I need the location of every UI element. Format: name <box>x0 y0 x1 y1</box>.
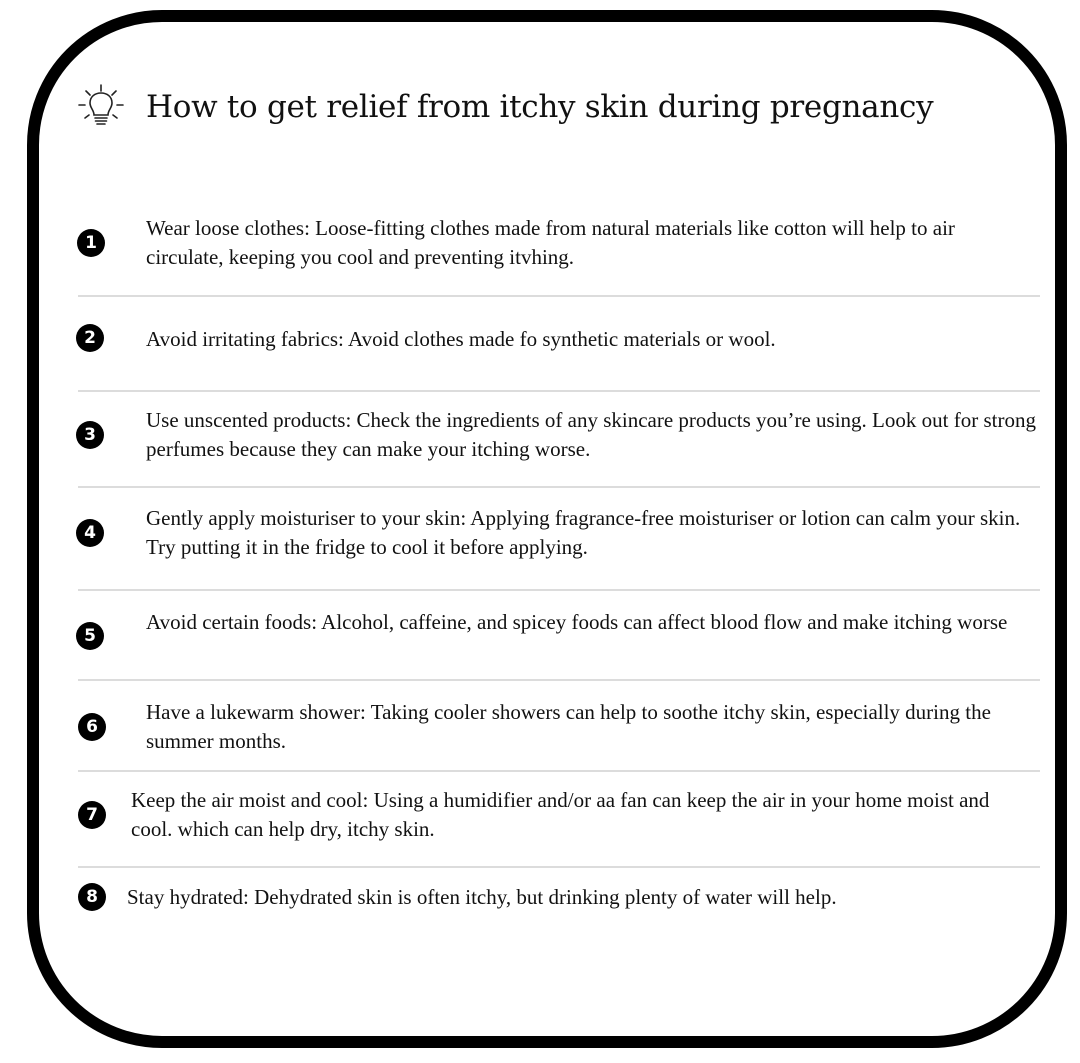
item-text-4: Gently apply moisturiser to your skin: Applying fragrance-free moisturiser or lotion can calm your skin. Try putting it in the fridge to cool it before applying. <box>146 506 1021 559</box>
item-text-3: Use unscented products: Check the ingredients of any skincare products you’re using. Look out for strong perfumes because they can make your itching worse. <box>146 408 1036 461</box>
divider <box>78 486 1040 488</box>
header <box>76 82 933 132</box>
item-text-7: Keep the air moist and cool: Using a humidifier and/or aa fan can keep the air in your home moist and cool. which can help dry, itchy skin. <box>131 788 990 841</box>
number-badge-3: 3 <box>76 421 104 449</box>
item-text-6: Have a lukewarm shower: Taking cooler showers can help to soothe itchy skin, especially during the summer months. <box>146 700 991 753</box>
item-text-5: Avoid certain foods: Alcohol, caffeine, and spicey foods can affect blood flow and make itching worse <box>146 610 1008 634</box>
item-text-8: Stay hydrated: Dehydrated skin is often itchy, but drinking plenty of water will help. <box>127 885 837 909</box>
number-badge-2: 2 <box>76 324 104 352</box>
page-title: How to get relief from itchy skin during pregnancy <box>146 89 934 125</box>
divider <box>78 589 1040 591</box>
number-badge-1: 1 <box>77 229 105 257</box>
item-text-2: Avoid irritating fabrics: Avoid clothes made fo synthetic materials or wool. <box>146 327 776 351</box>
number-badge-5: 5 <box>76 622 104 650</box>
divider <box>78 679 1040 681</box>
divider <box>78 390 1040 392</box>
lightbulb-icon <box>76 82 126 132</box>
divider <box>78 770 1040 772</box>
number-badge-7: 7 <box>78 801 106 829</box>
divider <box>78 295 1040 297</box>
item-text-1: Wear loose clothes: Loose-fitting clothes made from natural materials like cotton will help to air circulate, keeping you cool and preventing itvhing. <box>146 216 955 269</box>
number-badge-8: 8 <box>78 883 106 911</box>
divider <box>78 866 1040 868</box>
number-badge-4: 4 <box>76 519 104 547</box>
number-badge-6: 6 <box>78 713 106 741</box>
